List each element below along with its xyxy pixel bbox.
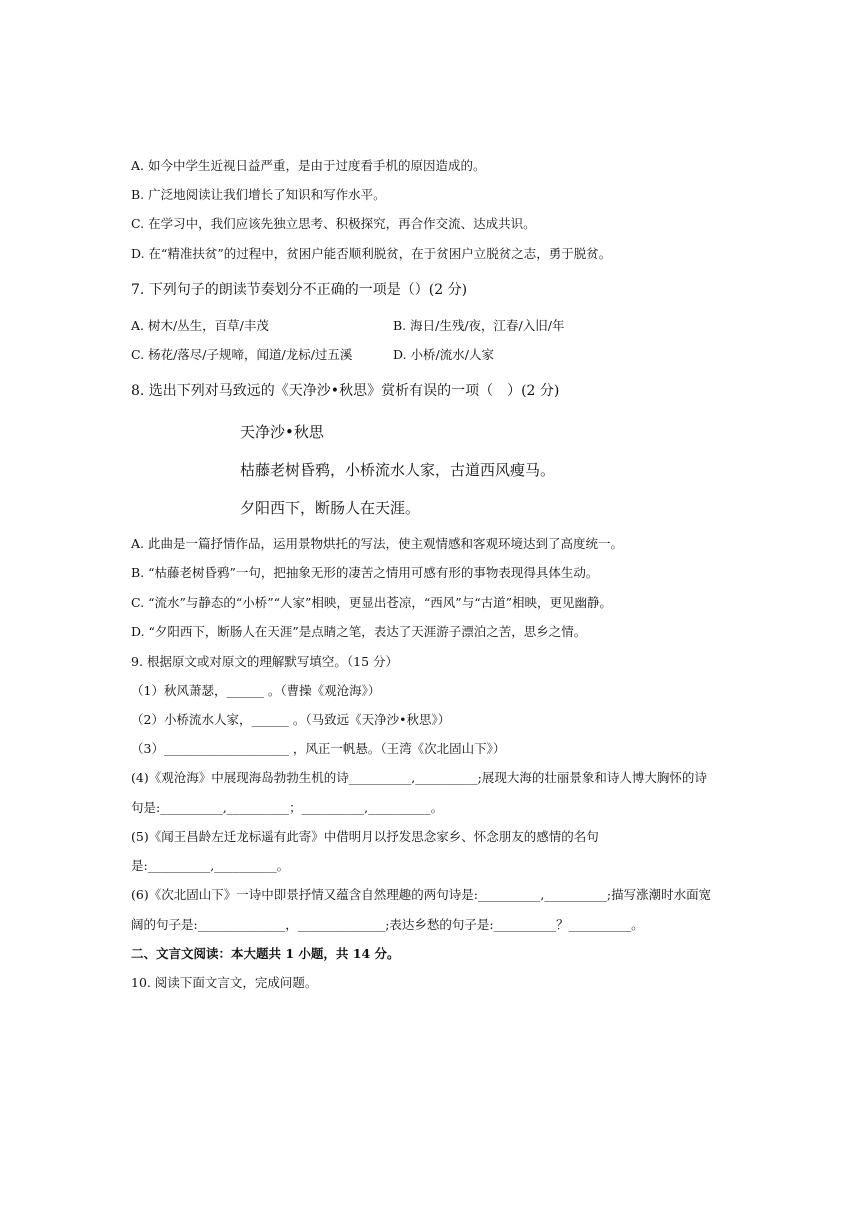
q7-option-c: C. 杨花/落尽/子规啼，闻道/龙标/过五溪 (131, 347, 353, 362)
q8-option-d: D. “夕阳西下，断肠人在天涯”是点睛之笔，表达了天涯游子漂泊之苦，思乡之情。 (131, 624, 587, 639)
q6-option-c: C. 在学习中，我们应该先独立思考、积极探究，再合作交流、达成共识。 (131, 216, 536, 231)
q7-option-a: A. 树木/丛生，百草/丰茂 (131, 318, 269, 333)
q6-option-b: B. 广泛地阅读让我们增长了知识和写作水平。 (131, 187, 386, 202)
q8-option-b: B. “枯藤老树昏鸦”一句，把抽象无形的凄苦之情用可感有形的事物表现得具体生动。 (131, 565, 599, 580)
q9-item-4: (4)《观沧海》中展现海岛勃勃生机的诗__________,__________;展现大海的壮丽景象和诗人博大胸怀的诗 (131, 770, 707, 785)
q9-item-6-cont: 阔的句子是:______________，______________;表达乡愁的句子是:__________？__________。 (131, 917, 644, 932)
q9-item-1: （1）秋风萧瑟，______ 。（曹操《观沧海》） (131, 683, 381, 698)
q6-option-a: A. 如今中学生近视日益严重，是由于过度看手机的原因造成的。 (131, 158, 486, 173)
q8-option-a: A. 此曲是一篇抒情作品，运用景物烘托的写法，使主观情感和客观环境达到了高度统一。 (131, 536, 623, 551)
q7-option-b: B. 海日/生残/夜，江春/入旧/年 (393, 318, 565, 333)
section-heading: 二、文言文阅读：本大题共 1 小题，共 14 分。 (131, 946, 400, 961)
q7-option-d: D. 小桥/流水/人家 (393, 347, 494, 362)
q9-title: 9. 根据原文或对原文的理解默写填空。（15 分） (131, 654, 399, 669)
poem-title: 天净沙•秋思 (240, 423, 324, 441)
q10-title: 10. 阅读下面文言文，完成问题。 (131, 975, 318, 990)
poem-line-2: 夕阳西下，断肠人在天涯。 (240, 499, 421, 517)
q8-title: 8. 选出下列对马致远的《天净沙•秋思》赏析有误的一项（ ）(2 分) (131, 383, 560, 399)
q6-option-d: D. 在“精准扶贫”的过程中，贫困户能否顺利脱贫，在于贫困户立脱贫之志，勇于脱贫。 (131, 246, 612, 261)
q9-item-5: (5)《闻王昌龄左迁龙标遥有此寄》中借明月以抒发思念家乡、怀念朋友的感情的名句 (131, 829, 599, 844)
q9-item-3: （3）____________________ ，风正一帆悬。（王湾《次北固山下》） (131, 741, 506, 756)
q9-item-4-cont: 句是:__________,__________；__________,__________。 (131, 800, 444, 815)
q9-item-2: （2）小桥流水人家，______ 。（马致远《天净沙•秋思》） (131, 712, 451, 727)
q9-item-6: (6)《次北固山下》一诗中即景抒情又蕴含自然理趣的两句诗是:__________,__________;描写涨潮时水面宽 (131, 887, 712, 902)
q9-item-5-cont: 是:__________,__________。 (131, 858, 290, 873)
q8-option-c: C. “流水”与静态的“小桥”“人家”相映，更显出苍凉，“西风”与“古道”相映，更见幽静。 (131, 595, 612, 610)
poem-line-1: 枯藤老树昏鸦，小桥流水人家，古道西风瘦马。 (240, 461, 556, 479)
q7-title: 7. 下列句子的朗读节奏划分不正确的一项是（）(2 分) (131, 282, 468, 298)
